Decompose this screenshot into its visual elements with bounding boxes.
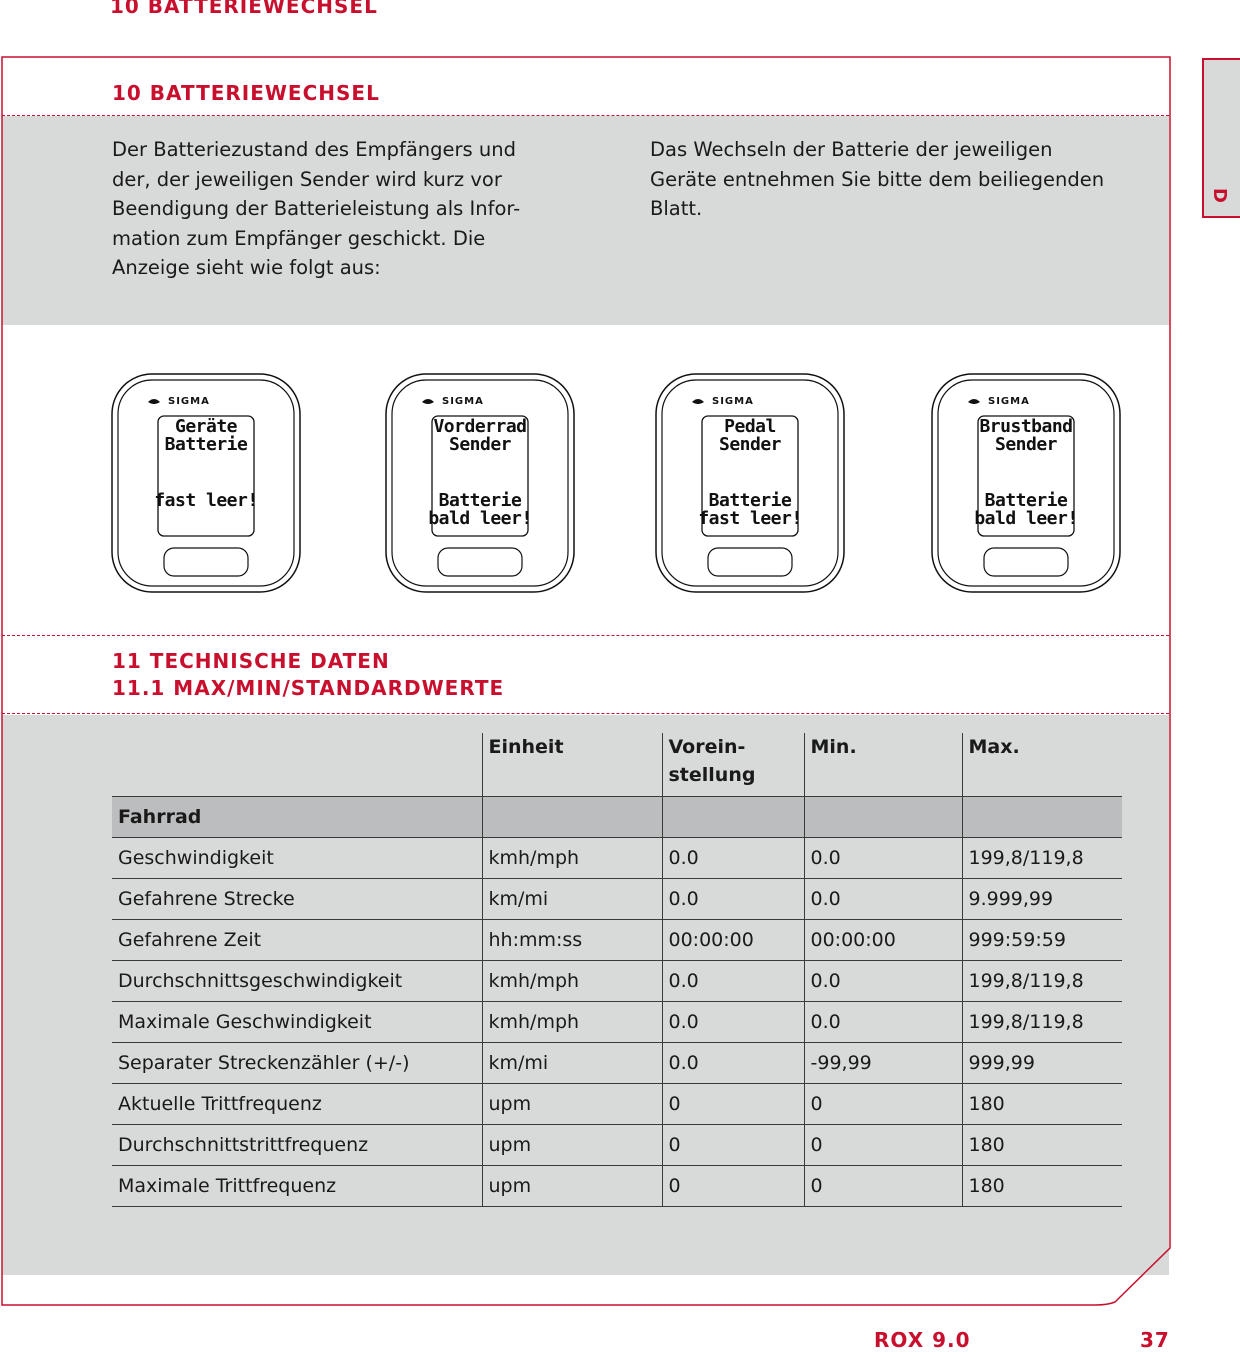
- row-min: 0.0: [804, 1002, 962, 1043]
- row-max: 180: [962, 1084, 1122, 1125]
- header-min: Min.: [804, 733, 962, 797]
- row-label: Maximale Trittfrequenz: [112, 1166, 482, 1207]
- row-max: 999:59:59: [962, 920, 1122, 961]
- row-unit: upm: [482, 1084, 662, 1125]
- row-default: 0: [662, 1125, 804, 1166]
- row-unit: km/mi: [482, 879, 662, 920]
- row-default: 0.0: [662, 961, 804, 1002]
- row-unit: kmh/mph: [482, 961, 662, 1002]
- row-max: 999,99: [962, 1043, 1122, 1084]
- page-number: 37: [1140, 1328, 1170, 1352]
- row-max: 199,8/119,8: [962, 838, 1122, 879]
- row-max: 199,8/119,8: [962, 1002, 1122, 1043]
- row-default: 0.0: [662, 838, 804, 879]
- header-blank: [112, 733, 482, 797]
- row-max: 180: [962, 1166, 1122, 1207]
- row-label: Gefahrene Strecke: [112, 879, 482, 920]
- footer-model: ROX 9.0: [874, 1328, 971, 1352]
- row-unit: kmh/mph: [482, 838, 662, 879]
- row-min: -99,99: [804, 1043, 962, 1084]
- row-min: 0.0: [804, 961, 962, 1002]
- device-display-receiver: SIGMA Geräte Batterie fast leer!: [110, 372, 302, 598]
- table-row: [112, 1084, 1122, 1125]
- intro-paragraph-right: Das Wechseln der Batterie der jeweiligen Geräte entnehmen Sie bitte dem beiliegenden Blatt.: [650, 138, 1105, 220]
- row-min: 0: [804, 1125, 962, 1166]
- row-label: Durchschnittstrittfrequenz: [112, 1125, 482, 1166]
- device-display-pedal: SIGMA Pedal Sender Batterie fast leer!: [654, 372, 846, 598]
- table-row: [112, 920, 1122, 961]
- row-unit: upm: [482, 1125, 662, 1166]
- header-default: Vorein- stellung: [662, 733, 804, 797]
- row-min: 00:00:00: [804, 920, 962, 961]
- running-head: 10 BATTERIEWECHSEL: [110, 0, 378, 18]
- row-label: Aktuelle Trittfrequenz: [112, 1084, 482, 1125]
- table-row: [112, 1043, 1122, 1084]
- row-unit: km/mi: [482, 1043, 662, 1084]
- section-11-heading: 11 TECHNISCHE DATEN 11.1 MAX/MIN/STANDARDWERTE: [112, 649, 505, 700]
- row-min: 0: [804, 1084, 962, 1125]
- section-label: Fahrrad: [112, 797, 482, 838]
- specs-table: [112, 733, 1122, 1207]
- row-max: 9.999,99: [962, 879, 1122, 920]
- table-row: [112, 961, 1122, 1002]
- section-10-heading: 10 BATTERIEWECHSEL: [112, 81, 380, 105]
- table-row: [112, 1166, 1122, 1207]
- table-row: [112, 838, 1122, 879]
- table-row: [112, 1002, 1122, 1043]
- row-min: 0.0: [804, 838, 962, 879]
- intro-paragraph-left: Der Batteriezustand des Empfängers und der, der jeweiligen Sender wird kurz vor Beendigung der Batterieleistung als Infor- mation zum Empfänger geschickt. Die Anzeige sieht wie folgt aus:: [112, 138, 521, 279]
- row-default: 0: [662, 1084, 804, 1125]
- table-row: [112, 879, 1122, 920]
- row-unit: upm: [482, 1166, 662, 1207]
- table-header-row: [112, 733, 1122, 797]
- divider: [2, 115, 1169, 116]
- row-default: 0.0: [662, 879, 804, 920]
- device-display-chest-strap: SIGMA Brustband Sender Batterie bald leer!: [930, 372, 1122, 598]
- language-tab-label: D: [1208, 188, 1230, 203]
- row-min: 0.0: [804, 879, 962, 920]
- row-label: Durchschnittsgeschwindigkeit: [112, 961, 482, 1002]
- row-max: 180: [962, 1125, 1122, 1166]
- row-default: 0.0: [662, 1043, 804, 1084]
- header-unit: Einheit: [482, 733, 662, 797]
- divider: [2, 635, 1169, 636]
- row-default: 0: [662, 1166, 804, 1207]
- row-unit: kmh/mph: [482, 1002, 662, 1043]
- table-section-row: [112, 797, 1122, 838]
- device-display-front-wheel: SIGMA Vorderrad Sender Batterie bald leer!: [384, 372, 576, 598]
- header-max: Max.: [962, 733, 1122, 797]
- row-label: Gefahrene Zeit: [112, 920, 482, 961]
- row-min: 0: [804, 1166, 962, 1207]
- table-row: [112, 1125, 1122, 1166]
- row-label: Maximale Geschwindigkeit: [112, 1002, 482, 1043]
- device-illustrations: [0, 360, 1240, 600]
- row-label: Geschwindigkeit: [112, 838, 482, 879]
- divider: [2, 713, 1169, 714]
- row-default: 0.0: [662, 1002, 804, 1043]
- row-label: Separater Streckenzähler (+/-): [112, 1043, 482, 1084]
- row-max: 199,8/119,8: [962, 961, 1122, 1002]
- row-default: 00:00:00: [662, 920, 804, 961]
- row-unit: hh:mm:ss: [482, 920, 662, 961]
